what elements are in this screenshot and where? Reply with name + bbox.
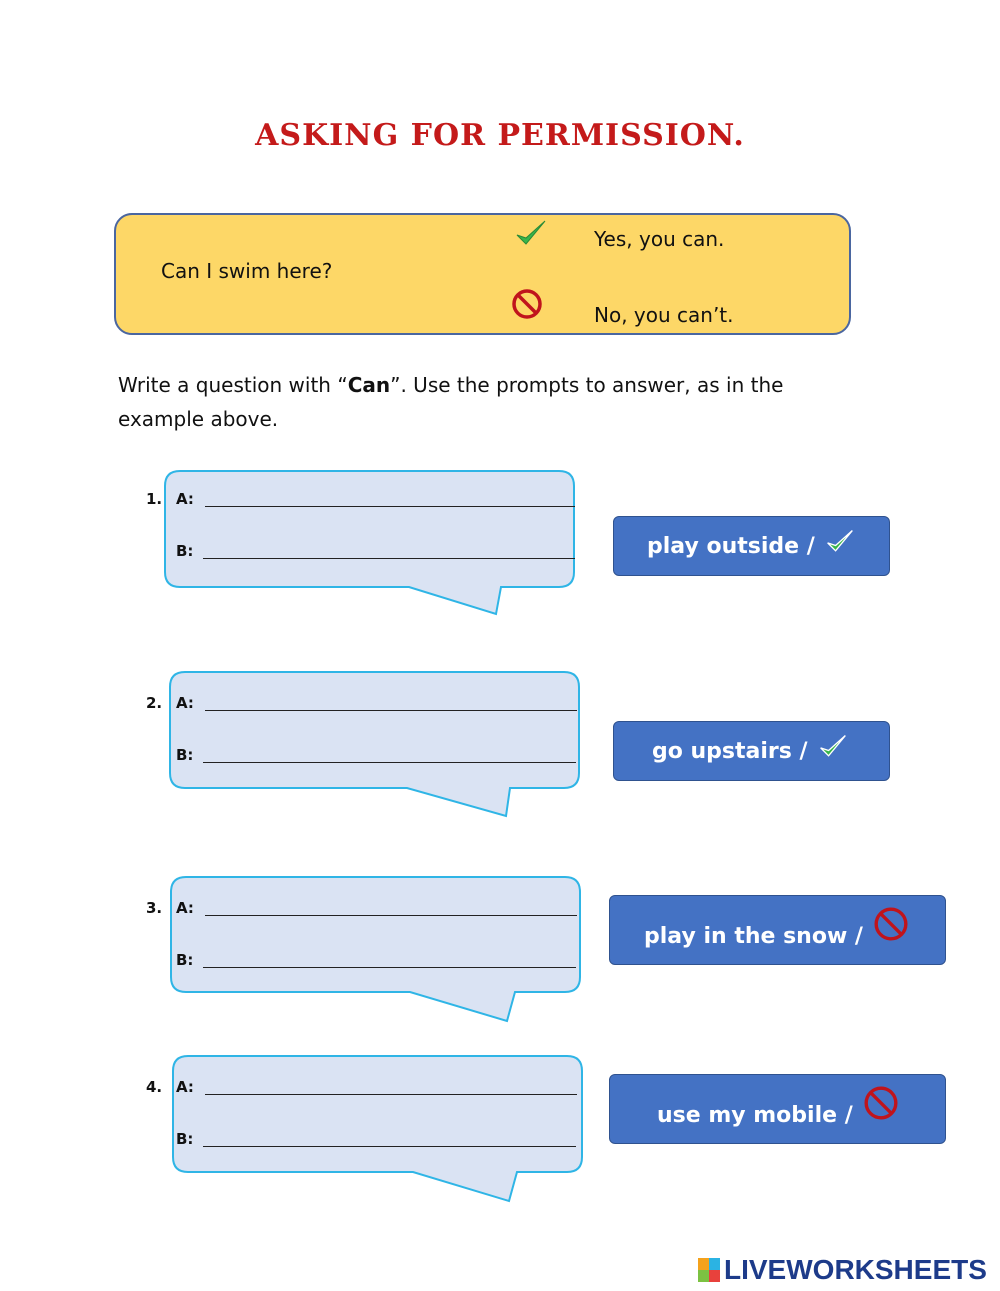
liveworksheets-logo — [698, 1254, 987, 1286]
prompt-card-1 — [613, 516, 890, 576]
answer-label-b: B: — [176, 542, 194, 560]
check-icon — [818, 732, 848, 762]
answer-line-a[interactable] — [205, 915, 577, 916]
prompt-text: use my mobile / — [657, 1102, 853, 1128]
answer-line-a[interactable] — [205, 506, 575, 507]
prompt-text: play in the snow / — [644, 923, 863, 949]
instructions-text-start: Write a question with “ — [118, 373, 348, 397]
brand-name: LIVEWORKSHEETS — [724, 1254, 987, 1285]
speech-bubble-shape — [164, 470, 584, 620]
answer-line-b[interactable] — [203, 762, 576, 763]
answer-label-a: A: — [176, 899, 194, 917]
speech-bubble-1 — [164, 470, 584, 620]
exercise-number: 2. — [146, 694, 163, 712]
answer-line-a[interactable] — [205, 1094, 577, 1095]
example-yes-answer: Yes, you can. — [594, 227, 725, 251]
answer-line-b[interactable] — [203, 1146, 576, 1147]
example-box — [114, 213, 851, 335]
exercise-number: 3. — [146, 899, 163, 917]
answer-label-a: A: — [176, 1078, 194, 1096]
answer-line-b[interactable] — [203, 558, 575, 559]
exercise-number: 4. — [146, 1078, 163, 1096]
speech-bubble-shape — [172, 1055, 592, 1205]
answer-label-b: B: — [176, 951, 194, 969]
prompt-card-3 — [609, 895, 946, 965]
check-icon — [825, 527, 855, 557]
prompt-card-4 — [609, 1074, 946, 1144]
answer-label-a: A: — [176, 694, 194, 712]
exercise-number: 1. — [146, 490, 163, 508]
prompt-text: go upstairs / — [652, 738, 808, 764]
speech-bubble-2 — [169, 671, 589, 821]
check-icon — [514, 217, 548, 251]
answer-line-a[interactable] — [205, 710, 577, 711]
answer-label-b: B: — [176, 746, 194, 764]
answer-line-b[interactable] — [203, 967, 576, 968]
example-no-answer: No, you can’t. — [594, 303, 734, 327]
prohibited-icon — [510, 287, 544, 321]
speech-bubble-shape — [169, 671, 589, 821]
instructions-keyword: Can — [347, 373, 391, 397]
liveworksheets-logo-icon — [698, 1258, 720, 1282]
prompt-card-2 — [613, 721, 890, 781]
page-title: ASKING FOR PERMISSION. — [255, 118, 745, 153]
prohibited-icon — [873, 906, 909, 942]
example-question: Can I swim here? — [161, 259, 333, 283]
prohibited-icon — [863, 1085, 899, 1121]
answer-label-a: A: — [176, 490, 194, 508]
instructions — [118, 368, 838, 436]
instructions-text-end: ”. Use the prompts to answer, as in the example above. — [118, 373, 784, 431]
speech-bubble-shape — [170, 876, 590, 1026]
speech-bubble-4 — [172, 1055, 592, 1205]
answer-label-b: B: — [176, 1130, 194, 1148]
prompt-text: play outside / — [647, 533, 815, 559]
speech-bubble-3 — [170, 876, 590, 1026]
